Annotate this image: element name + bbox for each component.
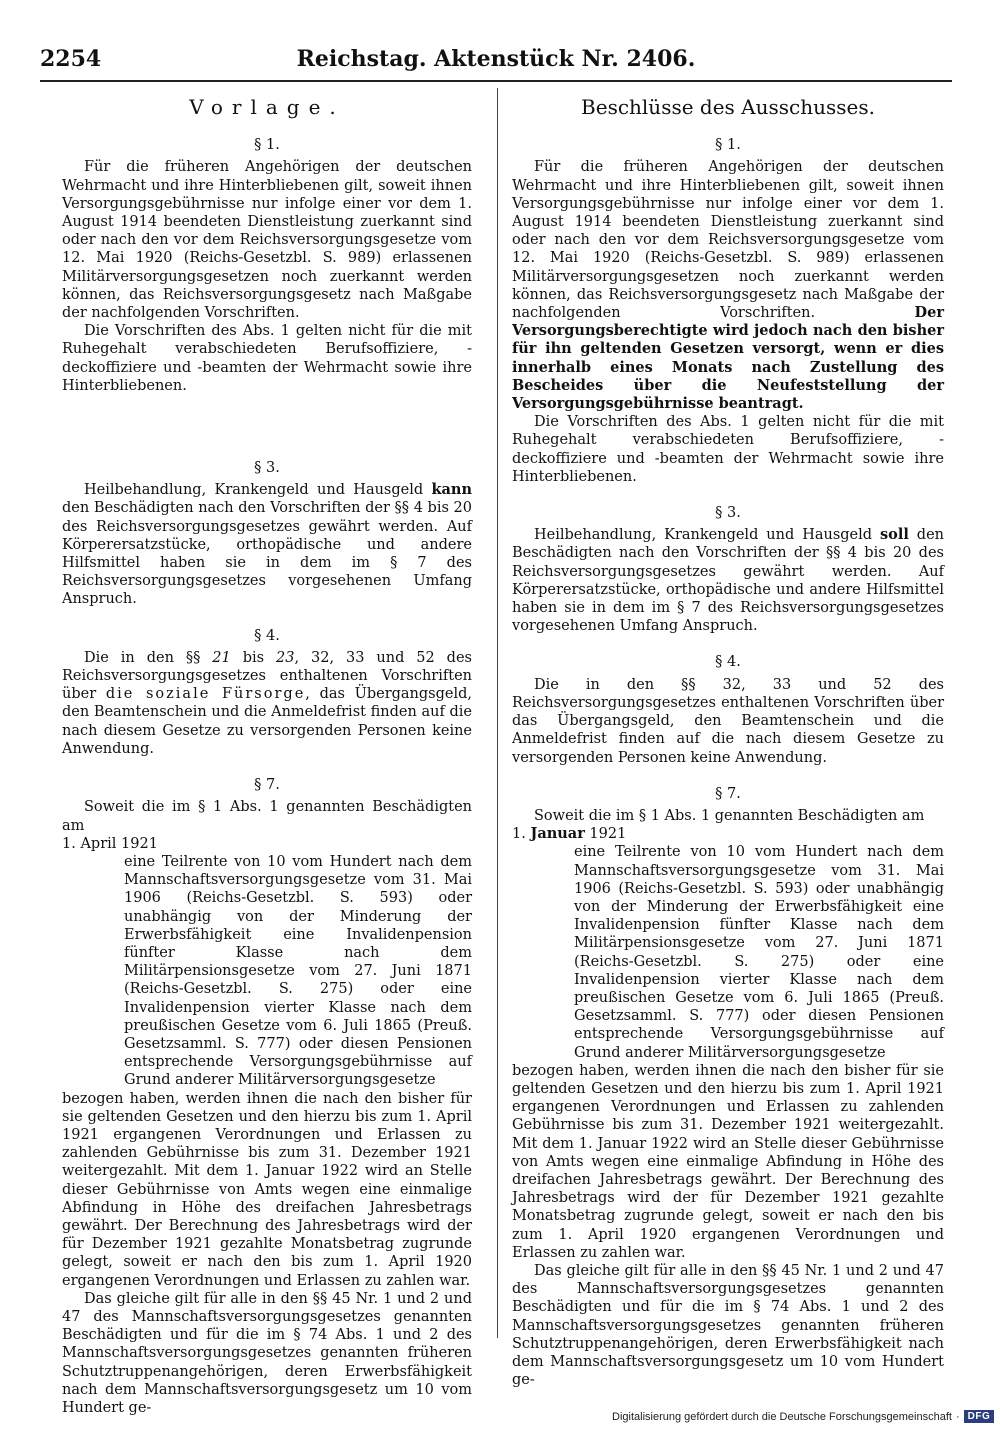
running-title: Reichstag. Aktenstück Nr. 2406. <box>296 46 696 72</box>
right-column-title: Beschlüsse des Ausschusses. <box>581 95 875 119</box>
digitization-credit: Digitalisierung gefördert durch die Deutsche Forschungsgemeinschaft · DFG <box>612 1410 994 1423</box>
left-column-title: Vorlage. <box>189 95 345 119</box>
left-s4-heading: § 4. <box>254 627 280 644</box>
left-s7-heading: § 7. <box>254 777 280 794</box>
right-s7-date: 1. Januar 1921 <box>512 825 627 843</box>
left-s7-paragraph-2: bezogen haben, werden ihnen die nach den bisher für sie geltenden Gesetzen und den hierzu bis zum 1. April 1921 ergangenen Verordnungen und Erlassen zu zahlenden Gebührnisse bis zum 31. Dezember 1921 weitergezahlt. Mit dem 1. Januar 1922 wird an Stelle dieser Gebührnisse von Amts wegen eine einmalige Abfindung in Höhe des dreifachen Jahresbetrags gewährt. Der Berechnung des Jahresbetrags wird der für Dezember 1921 gezahlte Monatsbetrag zugrunde gelegt, soweit er nach den bis zum 1. April 1920 ergangenen Verordnungen und Erlassen zu zahlen war. <box>62 1090 472 1289</box>
page-number: 2254 <box>40 46 102 72</box>
right-s7-paragraph-2: bezogen haben, werden ihnen die nach den bisher für sie geltenden Gesetzen und den hierzu bis zum 1. April 1921 ergangenen Verordnungen und Erlassen zu zahlenden Gebührnisse bis zum 31. Dezember 1921 weitergezahlt. Mit dem 1. Januar 1922 wird an Stelle dieser Gebührnisse von Amts wegen eine einmalige Abfindung in Höhe des dreifachen Jahresbetrags gewährt. Der Berechnung des Jahresbetrags wird der für Dezember 1921 gezahlte Monatsbetrag zugrunde gelegt, soweit er nach den bis zum 1. April 1920 ergangenen Verordnungen und Erlassen zu zahlen war. <box>512 1062 944 1261</box>
left-s7-paragraph-3: Das gleiche gilt für alle in den §§ 45 Nr. 1 und 2 und 47 des Mannschaftsversorgungsgesetzes genannten Beschädigten und für die im § 74 Abs. 1 und 2 des Mannschaftsversorgungsgesetzes genannten früheren Schutztruppenangehörigen, deren Erwerbsfähigkeit nach dem Mannschaftsversorgungsgesetz um 10 vom Hundert ge- <box>62 1290 472 1416</box>
right-s1-paragraph-2: Die Vorschriften des Abs. 1 gelten nicht für die mit Ruhegehalt verabschiedeten Berufsoffiziere, -deckoffiziere und -beamten der Wehrmacht sowie ihre Hinterbliebenen. <box>512 414 944 485</box>
left-s1-paragraph-1: Für die früheren Angehörigen der deutschen Wehrmacht und ihre Hinterbliebenen gilt, soweit ihnen Versorgungsgebührnisse nur infolge einer vor dem 1. August 1914 beendeten Dienstleistung zuerkannt sind oder nach den vor dem Reichsversorgungsgesetze vom 12. Mai 1920 (Reichs-Gesetzbl. S. 989) erlassenen Militärversorgungsgesetzen noch zuerkannt werden können, das Reichsversorgungsgesetz nach Maßgabe der nachfolgenden Vorschriften. <box>62 159 472 322</box>
left-s3-paragraph: Heilbehandlung, Krankengeld und Hausgeld kann den Beschädigten nach den Vorschriften der §§ 4 bis 20 des Reichsversorgungsgesetzes gewährt werden. Auf Körperersatzstücke, orthopädische und andere Hilfsmittel haben sie in dem im § 7 des Reichsversorgungsgesetzes vorgesehenen Umfang Anspruch. <box>62 481 472 608</box>
credit-text: Digitalisierung gefördert durch die Deutsche Forschungsgemeinschaft <box>612 1410 952 1423</box>
left-column <box>62 92 472 1417</box>
left-s4-paragraph: Die in den §§ 21 bis 23, 32, 33 und 52 des Reichsversorgungsgesetzes enthaltenen Vorschriften über die soziale Fürsorge, das Übergangsgeld, den Beamtenschein und die Anmeldefrist finden auf die nach diesem Gesetze zu versorgenden Personen keine Anwendung. <box>62 649 473 757</box>
column-divider <box>497 88 498 1338</box>
right-column <box>512 92 944 1389</box>
left-s3-heading: § 3. <box>254 460 280 477</box>
right-s3-paragraph: Heilbehandlung, Krankengeld und Hausgeld soll den Beschädigten nach den Vorschriften der §§ 4 bis 20 des Reichsversorgungsgesetzes gewährt werden. Auf Körperersatzstücke, orthopädische und andere Hilfsmittel haben sie in dem im § 7 des Reichsversorgungsgesetzes vorgesehenen Umfang Anspruch. <box>512 526 944 635</box>
left-s7-date: 1. April 1921 <box>62 835 158 852</box>
right-s4-heading: § 4. <box>715 654 741 671</box>
right-s3-heading: § 3. <box>715 505 741 522</box>
right-s1-paragraph-1: Für die früheren Angehörigen der deutschen Wehrmacht und ihre Hinterbliebenen gilt, soweit ihnen Versorgungsgebührnisse nur infolge einer vor dem 1. August 1914 beendeten Dienstleistung zuerkannt sind oder nach den vor dem Reichsversorgungsgesetze vom 12. Mai 1920 (Reichs-Gesetzbl. S. 989) erlassenen Militärversorgungsgesetzen noch zuerkannt werden können, das Reichsversorgungsgesetz nach Maßgabe der nachfolgenden Vorschriften. Der Versorgungsberechtigte wird jedoch nach den bisher für ihn geltenden Gesetzen versorgt, wenn er dies innerhalb eines Monats nach Zustellung des Bescheides über die Neufeststellung der Versorgungsgebührnisse beantragt. <box>512 159 944 413</box>
left-s7-paragraph-1: Soweit die im § 1 Abs. 1 genannten Beschädigten am <box>62 799 472 834</box>
right-s7-paragraph-3: Das gleiche gilt für alle in den §§ 45 Nr. 1 und 2 und 47 des Mannschaftsversorgungsgesetzes genannten Beschädigten und für die im § 74 Abs. 1 und 2 des Mannschaftsversorgungsgesetzes genannten früheren Schutztruppenangehörigen, deren Erwerbsfähigkeit nach dem Mannschaftsversorgungsgesetz um 10 vom Hundert ge- <box>512 1262 944 1389</box>
right-s1-amendment: Der Versorgungsberechtigte wird jedoch nach den bisher für ihn geltenden Gesetzen versorgt, wenn er dies innerhalb eines Monats nach Zustellung des Bescheides über die Neufeststellung der Versorgungsgebührnisse beantragt. <box>512 304 944 413</box>
page-header <box>40 44 952 82</box>
right-s7-indented-block: eine Teilrente von 10 vom Hundert nach dem Mannschaftsversorgungsgesetze vom 31. Mai 1906 (Reichs-Gesetzbl. S. 593) oder unabhängig von der Minderung der Erwerbsfähigkeit eine Invalidenpension fünfter Klasse nach dem Militärpensionsgesetze vom 27. Juni 1871 (Reichs-Gesetzbl. S. 275) oder eine Invalidenpension vierter Klasse nach dem preußischen Gesetze vom 6. Juli 1865 (Preuß. Gesetzsamml. S. 777) oder diesen Pensionen entsprechende Versorgungsgebührnisse auf Grund anderer Militärversorgungsgesetze <box>574 844 944 1061</box>
left-s1-paragraph-2: Die Vorschriften des Abs. 1 gelten nicht für die mit Ruhegehalt verabschiedeten Berufsoffiziere, -deckoffiziere und -beamten der Wehrmacht sowie ihre Hinterbliebenen. <box>62 323 472 394</box>
dfg-logo: DFG <box>964 1410 995 1423</box>
right-s7-paragraph-1: Soweit die im § 1 Abs. 1 genannten Beschädigten am <box>534 807 925 824</box>
right-s7-heading: § 7. <box>715 785 741 802</box>
left-s1-heading: § 1. <box>254 137 280 154</box>
right-s1-heading: § 1. <box>715 137 741 154</box>
left-s7-indented-block: eine Teilrente von 10 vom Hundert nach dem Mannschaftsversorgungsgesetze vom 31. Mai 1906 (Reichs-Gesetzbl. S. 593) oder unabhängig von der Minderung der Erwerbsfähigkeit eine Invalidenpension fünfter Klasse nach dem Militärpensionsgesetze vom 27. Juni 1871 (Reichs-Gesetzbl. S. 275) oder eine Invalidenpension vierter Klasse nach dem preußischen Gesetze vom 6. Juli 1865 (Preuß. Gesetzsamml. S. 777) oder diesen Pensionen entsprechende Versorgungsgebührnisse auf Grund anderer Militärversorgungsgesetze <box>124 853 472 1089</box>
right-s4-paragraph: Die in den §§ 32, 33 und 52 des Reichsversorgungsgesetzes enthaltenen Vorschriften über das Übergangsgeld, den Beamtenschein und die Anmeldefrist finden auf die nach diesem Gesetze zu versorgenden Personen keine Anwendung. <box>512 676 944 766</box>
